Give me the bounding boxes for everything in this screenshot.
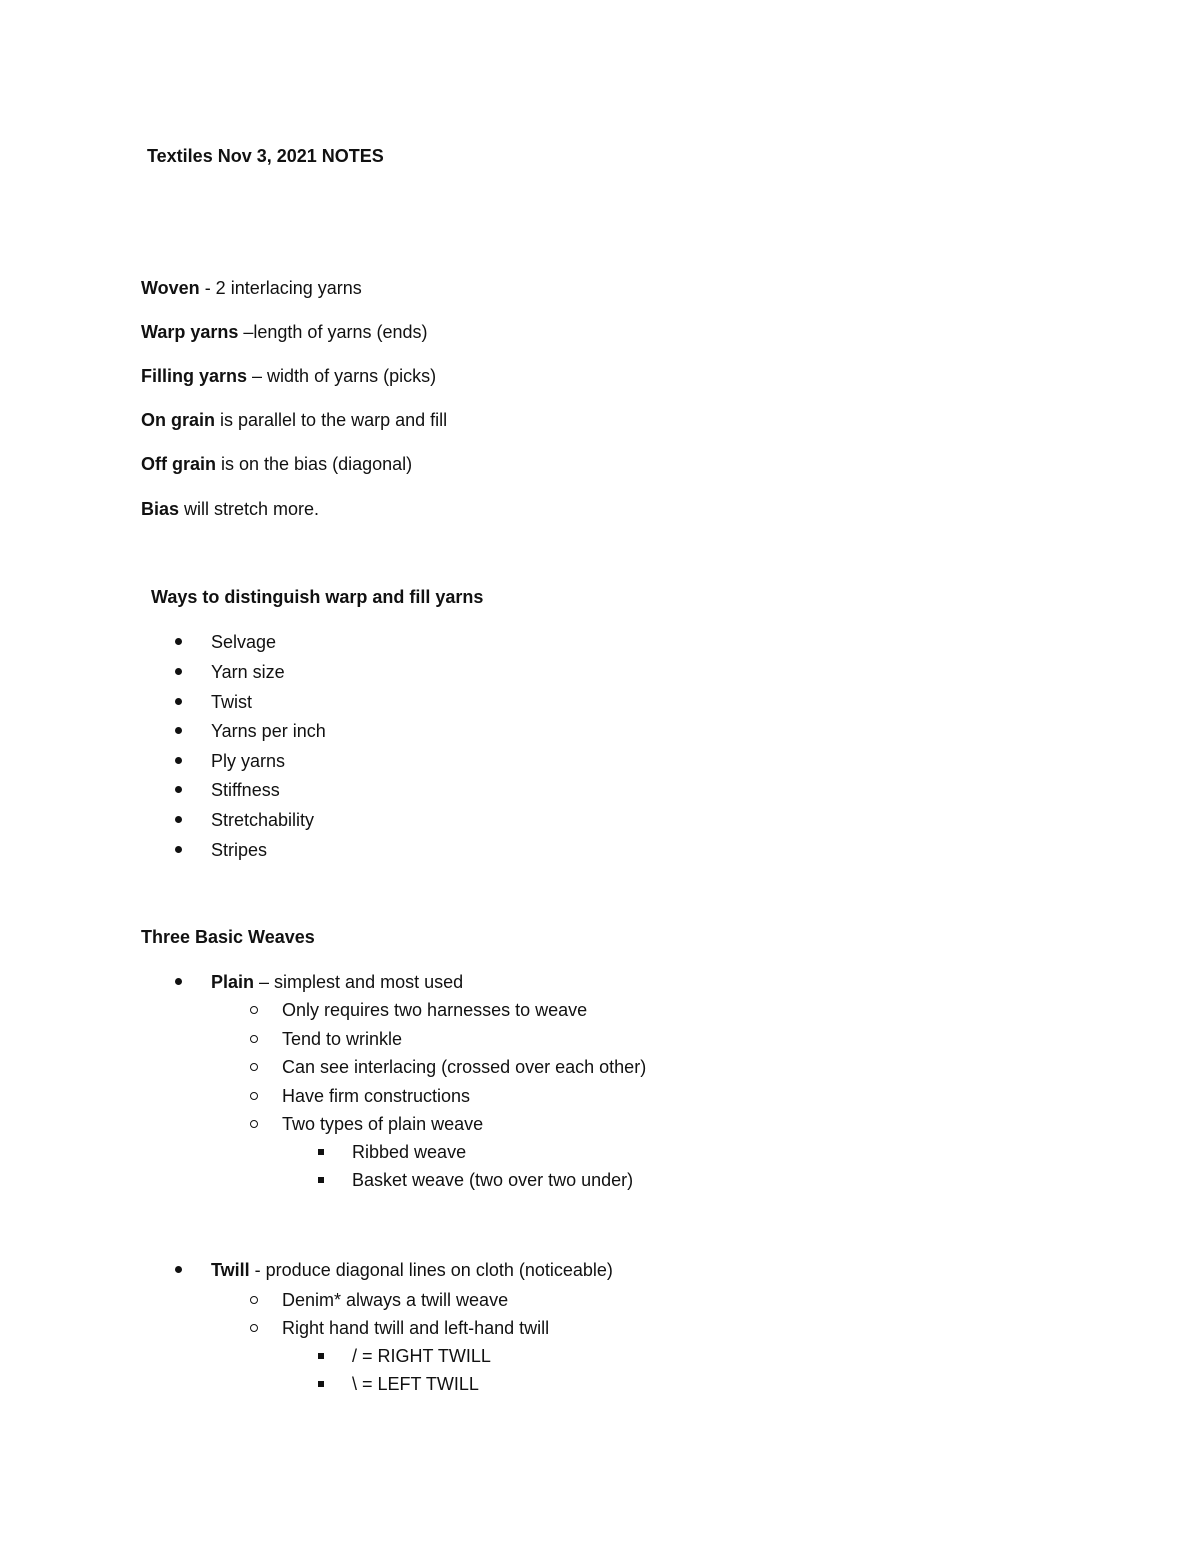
definition-filling-yarns <box>141 364 436 388</box>
bullet-icon <box>175 786 182 793</box>
term: Twill <box>211 1260 250 1280</box>
bullet-icon <box>175 698 182 705</box>
square-bullet-icon <box>318 1149 324 1155</box>
definition-text: will stretch more. <box>179 499 320 519</box>
list-item: Stripes <box>211 840 268 860</box>
weave-twill <box>211 1258 613 1282</box>
definition-text: is on the bias (diagonal) <box>216 454 413 474</box>
circle-bullet-icon <box>250 1063 258 1071</box>
square-bullet-icon <box>318 1353 324 1359</box>
sub-sub-list-item: \ = LEFT TWILL <box>352 1374 479 1394</box>
sub-list-item: Tend to wrinkle <box>282 1029 403 1049</box>
term: Off grain <box>141 454 216 474</box>
list-item: Twist <box>211 692 253 712</box>
definition-text: is parallel to the warp and fill <box>215 410 448 430</box>
list-item: Stretchability <box>211 810 315 830</box>
square-bullet-icon <box>318 1381 324 1387</box>
definition-bias <box>141 497 319 521</box>
sub-list-item: Denim* always a twill weave <box>282 1290 509 1310</box>
definition-text: – width of yarns (picks) <box>247 366 437 386</box>
definition-on-grain <box>141 408 447 432</box>
sub-sub-list-item: / = RIGHT TWILL <box>352 1346 491 1366</box>
sub-list-item: Only requires two harnesses to weave <box>282 1000 588 1020</box>
definition-off-grain <box>141 452 412 476</box>
circle-bullet-icon <box>250 1324 258 1332</box>
bullet-icon <box>175 638 182 645</box>
bullet-icon <box>175 727 182 734</box>
term: Woven <box>141 278 200 298</box>
bullet-icon <box>175 978 182 985</box>
term: On grain <box>141 410 216 430</box>
sub-sub-list-item: Ribbed weave <box>352 1142 467 1162</box>
sub-sub-list-item: Basket weave (two over two under) <box>352 1170 634 1190</box>
term: Filling yarns <box>141 366 248 386</box>
circle-bullet-icon <box>250 1120 258 1128</box>
circle-bullet-icon <box>250 1035 258 1043</box>
definition-warp-yarns <box>141 320 427 344</box>
list-item: Selvage <box>211 632 277 652</box>
term: Bias <box>141 499 180 519</box>
list-item: Stiffness <box>211 780 280 800</box>
sub-list-item: Right hand twill and left-hand twill <box>282 1318 550 1338</box>
definition-text: –length of yarns (ends) <box>238 322 428 342</box>
list-item: Yarns per inch <box>211 721 326 741</box>
weave-plain <box>211 970 463 994</box>
sub-list-item: Two types of plain weave <box>282 1114 484 1134</box>
section-heading-weaves: Three Basic Weaves <box>141 927 315 947</box>
definition-text: - produce diagonal lines on cloth (noticeable) <box>249 1260 613 1280</box>
sub-list-item: Have firm constructions <box>282 1086 471 1106</box>
bullet-icon <box>175 1266 182 1273</box>
section-heading-distinguish: Ways to distinguish warp and fill yarns <box>151 587 484 607</box>
term: Plain <box>211 972 255 992</box>
circle-bullet-icon <box>250 1092 258 1100</box>
definition-woven <box>141 276 362 300</box>
page-title: Textiles Nov 3, 2021 NOTES <box>147 146 384 166</box>
definition-text: - 2 interlacing yarns <box>199 278 362 298</box>
list-item: Ply yarns <box>211 751 286 771</box>
sub-list-item: Can see interlacing (crossed over each other) <box>282 1057 647 1077</box>
circle-bullet-icon <box>250 1006 258 1014</box>
bullet-icon <box>175 816 182 823</box>
term: Warp yarns <box>141 322 239 342</box>
bullet-icon <box>175 846 182 853</box>
square-bullet-icon <box>318 1177 324 1183</box>
bullet-icon <box>175 757 182 764</box>
list-item: Yarn size <box>211 662 285 682</box>
circle-bullet-icon <box>250 1296 258 1304</box>
bullet-icon <box>175 668 182 675</box>
definition-text: – simplest and most used <box>254 972 464 992</box>
